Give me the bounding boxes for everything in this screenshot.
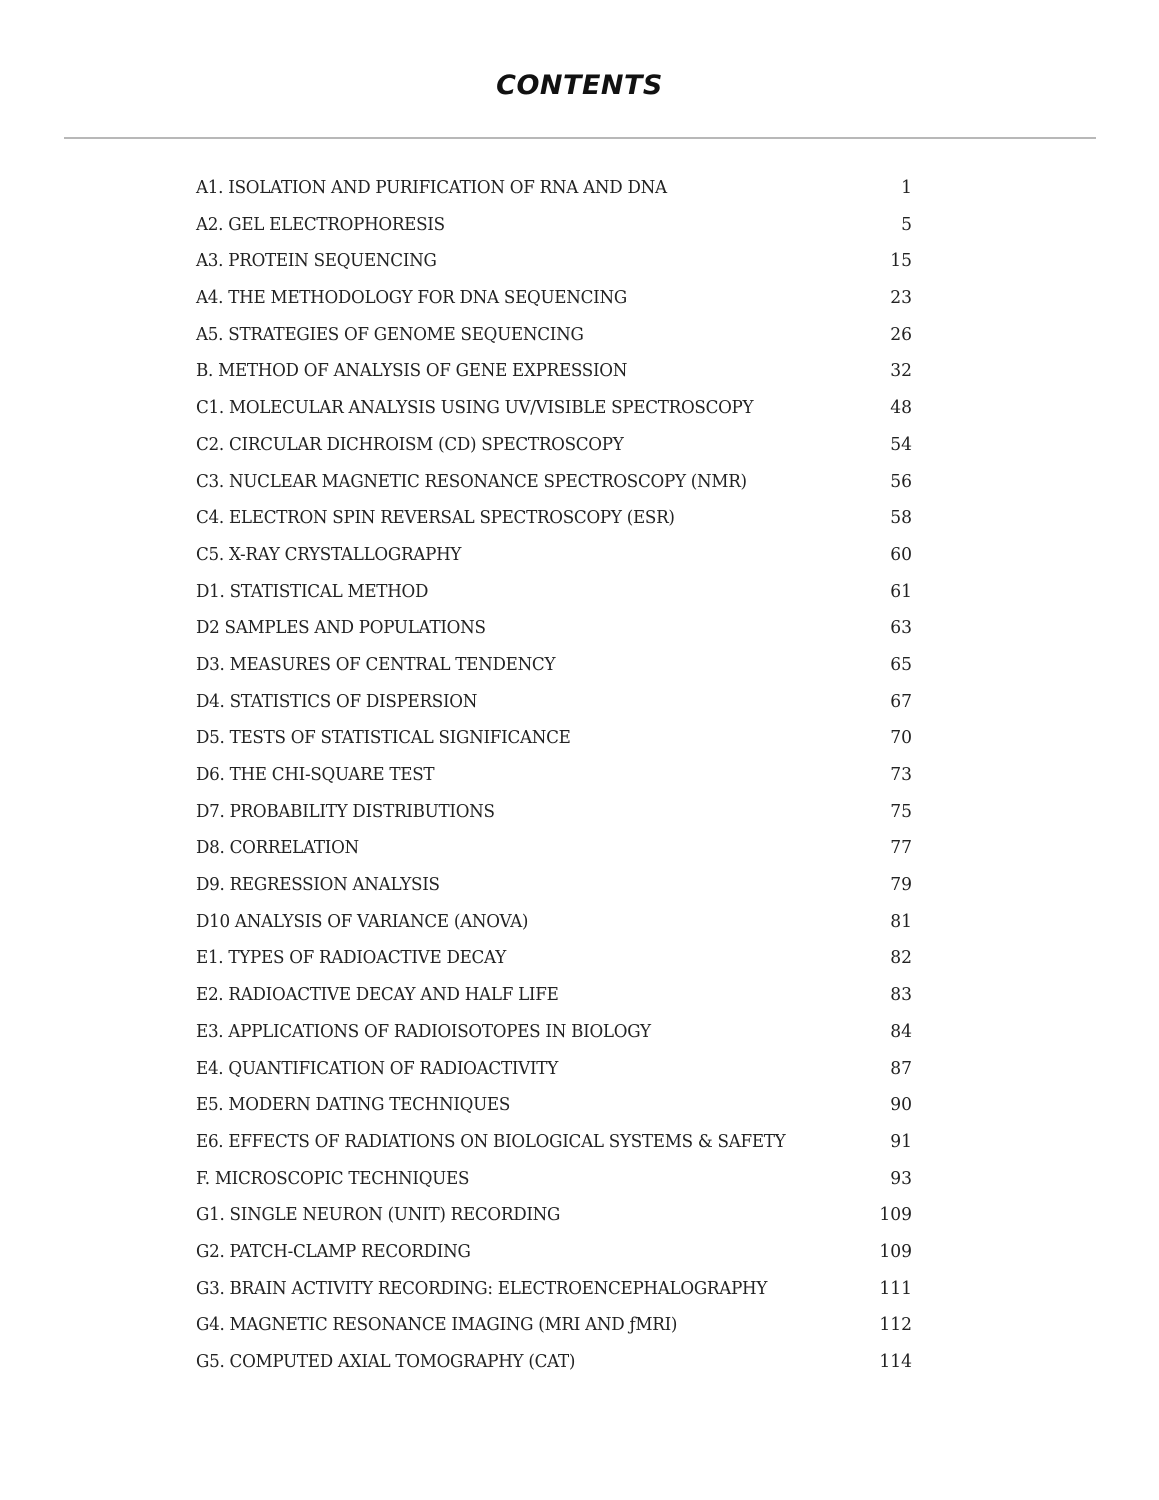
toc-entry-title: E5. MODERN DATING TECHNIQUES xyxy=(196,1094,511,1116)
toc-entry-title: C4. ELECTRON SPIN REVERSAL SPECTROSCOPY (ESR) xyxy=(196,507,675,529)
toc-entry-page-number: 56 xyxy=(890,470,912,492)
toc-entry[interactable] xyxy=(196,1161,912,1198)
toc-entry[interactable] xyxy=(196,464,912,501)
toc-entry-page-number: 90 xyxy=(890,1094,912,1116)
title-divider xyxy=(64,137,1096,139)
toc-entry-page-number: 77 xyxy=(890,837,912,859)
toc-entry-page-number: 15 xyxy=(890,250,912,272)
toc-entry[interactable] xyxy=(196,977,912,1014)
toc-entry-page-number: 75 xyxy=(890,800,912,822)
toc-entry-page-number: 54 xyxy=(890,433,912,455)
table-of-contents xyxy=(196,170,912,1381)
toc-entry-page-number: 23 xyxy=(890,287,912,309)
toc-entry-title: D2 SAMPLES AND POPULATIONS xyxy=(196,617,486,639)
toc-entry-title: D9. REGRESSION ANALYSIS xyxy=(196,874,440,896)
toc-entry-page-number: 109 xyxy=(879,1204,912,1226)
toc-entry-page-number: 81 xyxy=(890,910,912,932)
toc-entry-page-number: 63 xyxy=(890,617,912,639)
page-title: CONTENTS xyxy=(496,70,663,101)
toc-entry-title: D6. THE CHI-SQUARE TEST xyxy=(196,764,435,785)
toc-entry[interactable] xyxy=(196,684,912,721)
toc-entry[interactable] xyxy=(196,390,912,427)
toc-entry-title: D8. CORRELATION xyxy=(196,837,359,859)
toc-entry-title: E6. EFFECTS OF RADIATIONS ON BIOLOGICAL SYSTEMS & SAFETY xyxy=(196,1130,786,1152)
toc-entry[interactable] xyxy=(196,1344,912,1381)
toc-entry-page-number: 82 xyxy=(890,947,912,969)
toc-entry-title: A4. THE METHODOLOGY FOR DNA SEQUENCING xyxy=(196,287,627,309)
toc-entry-page-number: 65 xyxy=(890,653,912,675)
toc-entry[interactable] xyxy=(196,940,912,977)
toc-entry[interactable] xyxy=(196,500,912,537)
toc-entry-page-number: 58 xyxy=(890,507,912,529)
toc-entry-page-number: 61 xyxy=(890,580,912,602)
toc-entry[interactable] xyxy=(196,867,912,904)
toc-entry[interactable] xyxy=(196,830,912,867)
toc-entry-title: A5. STRATEGIES OF GENOME SEQUENCING xyxy=(196,323,584,345)
toc-entry-title: C1. MOLECULAR ANALYSIS USING UV/VISIBLE SPECTROSCOPY xyxy=(196,397,754,419)
toc-entry-page-number: 73 xyxy=(890,764,912,785)
toc-entry-page-number: 70 xyxy=(890,727,912,749)
toc-entry-title: G3. BRAIN ACTIVITY RECORDING: ELECTROENCEPHALOGRAPHY xyxy=(196,1277,768,1299)
toc-entry[interactable] xyxy=(196,207,912,244)
toc-entry[interactable] xyxy=(196,1014,912,1051)
toc-entry-page-number: 32 xyxy=(890,360,912,382)
toc-entry-page-number: 48 xyxy=(890,397,912,419)
toc-entry-page-number: 114 xyxy=(879,1351,912,1372)
toc-entry-title: D4. STATISTICS OF DISPERSION xyxy=(196,690,478,712)
toc-entry-page-number: 84 xyxy=(890,1020,912,1042)
toc-entry-title: D7. PROBABILITY DISTRIBUTIONS xyxy=(196,800,495,822)
toc-entry[interactable] xyxy=(196,610,912,647)
toc-entry[interactable] xyxy=(196,353,912,390)
toc-entry-title: C2. CIRCULAR DICHROISM (CD) SPECTROSCOPY xyxy=(196,433,624,455)
toc-entry[interactable] xyxy=(196,427,912,464)
toc-entry[interactable] xyxy=(196,317,912,354)
toc-entry-title: A3. PROTEIN SEQUENCING xyxy=(196,250,437,272)
toc-entry-title: D3. MEASURES OF CENTRAL TENDENCY xyxy=(196,653,556,675)
toc-entry-title: G5. COMPUTED AXIAL TOMOGRAPHY (CAT) xyxy=(196,1351,576,1372)
toc-entry-page-number: 1 xyxy=(901,177,912,198)
toc-entry[interactable] xyxy=(196,904,912,941)
toc-entry[interactable] xyxy=(196,794,912,831)
toc-entry-title: E4. QUANTIFICATION OF RADIOACTIVITY xyxy=(196,1057,558,1079)
toc-entry-title: C5. X-RAY CRYSTALLOGRAPHY xyxy=(196,543,462,565)
toc-entry-page-number: 67 xyxy=(890,690,912,712)
toc-entry[interactable] xyxy=(196,1051,912,1088)
toc-entry-page-number: 79 xyxy=(890,874,912,896)
toc-entry[interactable] xyxy=(196,574,912,611)
toc-entry-title: D1. STATISTICAL METHOD xyxy=(196,580,429,602)
toc-entry[interactable] xyxy=(196,1307,912,1344)
toc-entry-page-number: 112 xyxy=(879,1314,912,1336)
toc-entry-title: C3. NUCLEAR MAGNETIC RESONANCE SPECTROSCOPY (NMR) xyxy=(196,470,747,492)
toc-entry[interactable] xyxy=(196,757,912,794)
toc-entry[interactable] xyxy=(196,170,912,207)
toc-entry-page-number: 111 xyxy=(879,1277,912,1299)
toc-entry-page-number: 5 xyxy=(901,213,912,235)
toc-entry-title: D5. TESTS OF STATISTICAL SIGNIFICANCE xyxy=(196,727,571,749)
toc-entry-title: B. METHOD OF ANALYSIS OF GENE EXPRESSION xyxy=(196,360,628,382)
toc-entry[interactable] xyxy=(196,1234,912,1271)
toc-entry-title: G1. SINGLE NEURON (UNIT) RECORDING xyxy=(196,1204,561,1226)
toc-entry-page-number: 109 xyxy=(879,1240,912,1262)
toc-entry-title: E2. RADIOACTIVE DECAY AND HALF LIFE xyxy=(196,984,559,1006)
toc-entry-title: E1. TYPES OF RADIOACTIVE DECAY xyxy=(196,947,506,969)
toc-entry[interactable] xyxy=(196,537,912,574)
toc-entry-title: A1. ISOLATION AND PURIFICATION OF RNA AND DNA xyxy=(196,177,667,198)
toc-entry[interactable] xyxy=(196,243,912,280)
toc-entry-title: E3. APPLICATIONS OF RADIOISOTOPES IN BIOLOGY xyxy=(196,1020,651,1042)
toc-entry-title: G4. MAGNETIC RESONANCE IMAGING (MRI AND ƒMRI) xyxy=(196,1314,678,1336)
toc-entry-title: D10 ANALYSIS OF VARIANCE (ANOVA) xyxy=(196,910,529,932)
toc-entry[interactable] xyxy=(196,1124,912,1161)
toc-entry[interactable] xyxy=(196,647,912,684)
toc-entry-page-number: 93 xyxy=(890,1167,912,1189)
toc-entry-page-number: 60 xyxy=(890,543,912,565)
toc-entry-page-number: 26 xyxy=(890,323,912,345)
toc-entry-title: G2. PATCH-CLAMP RECORDING xyxy=(196,1240,471,1262)
toc-entry[interactable] xyxy=(196,1087,912,1124)
toc-entry-title: A2. GEL ELECTROPHORESIS xyxy=(196,213,445,235)
toc-entry[interactable] xyxy=(196,720,912,757)
toc-entry-page-number: 87 xyxy=(890,1057,912,1079)
toc-entry-title: F. MICROSCOPIC TECHNIQUES xyxy=(196,1167,470,1189)
toc-entry-page-number: 91 xyxy=(890,1130,912,1152)
toc-entry-page-number: 83 xyxy=(890,984,912,1006)
toc-entry[interactable] xyxy=(196,280,912,317)
toc-entry[interactable] xyxy=(196,1197,912,1234)
toc-entry[interactable] xyxy=(196,1271,912,1308)
